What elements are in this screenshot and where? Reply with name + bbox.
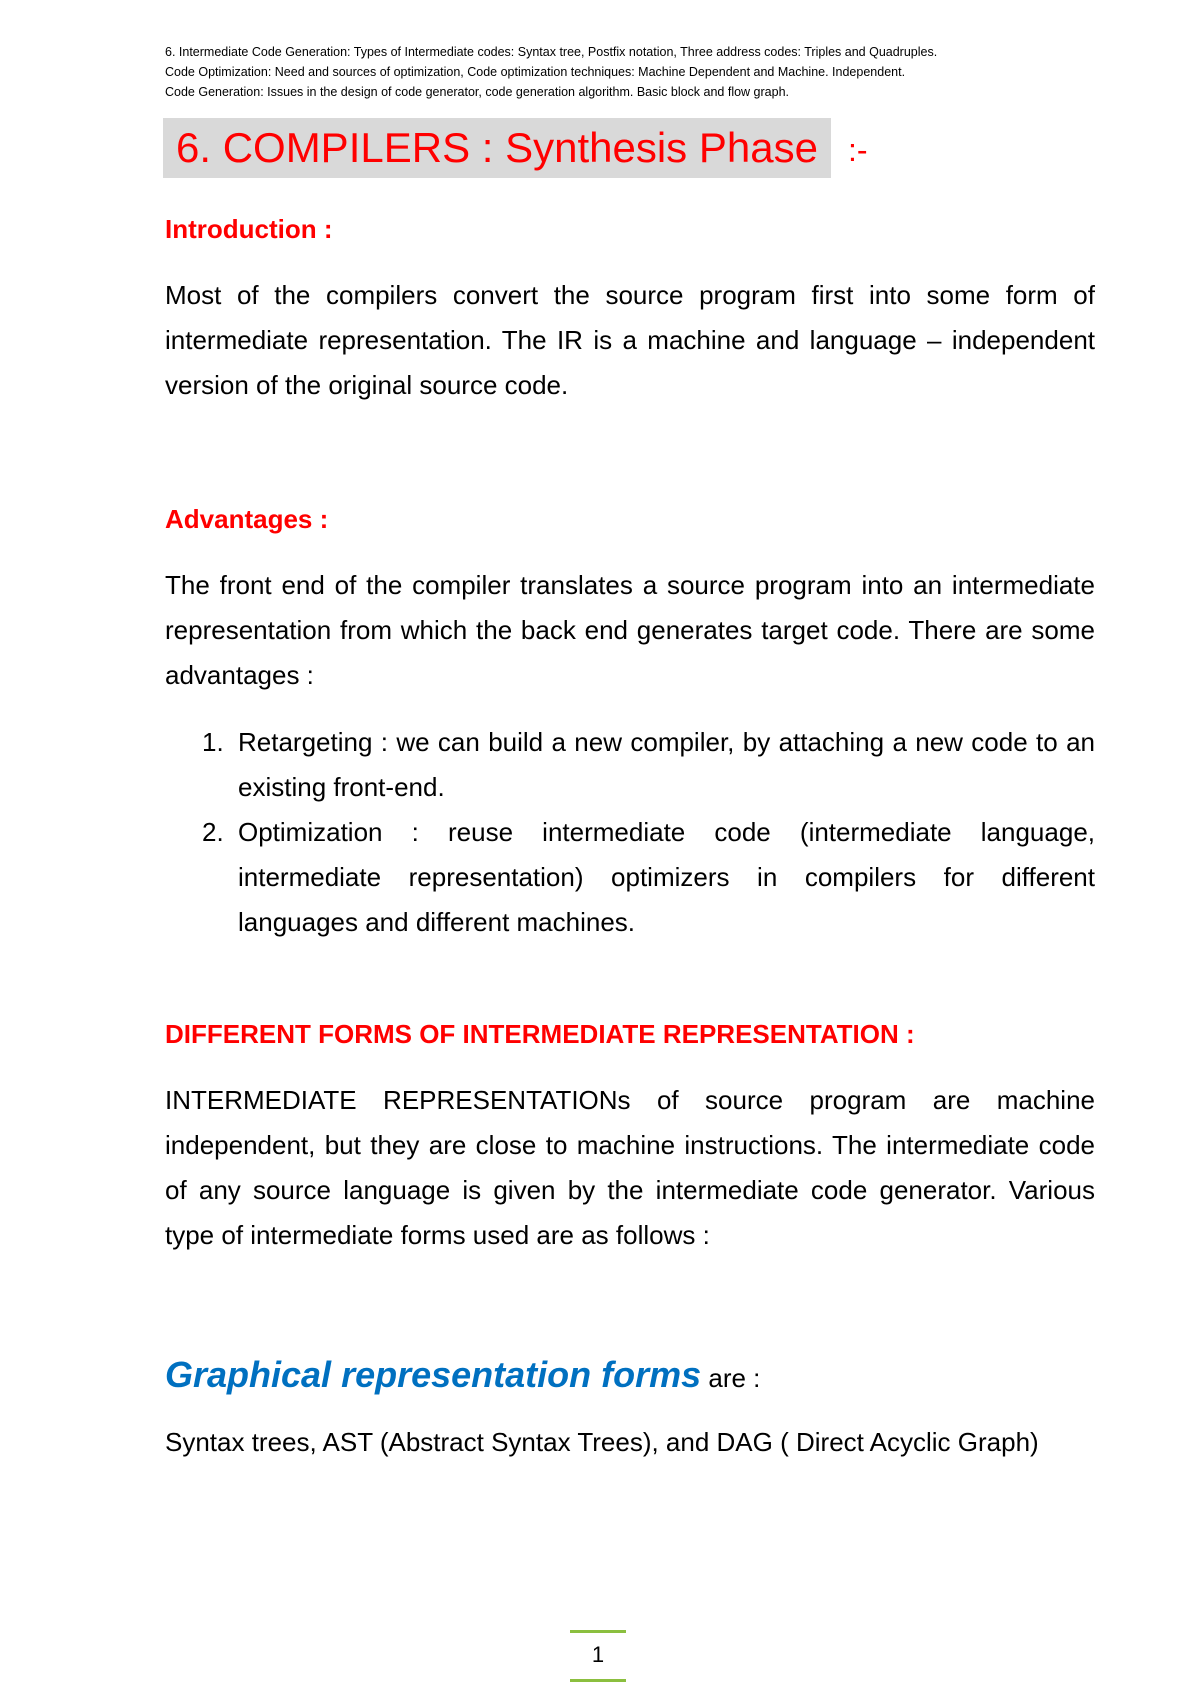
- list-item-number: 2.: [202, 817, 224, 847]
- forms-heading: DIFFERENT FORMS OF INTERMEDIATE REPRESENTATION :: [165, 1019, 915, 1049]
- list-item: [165, 720, 1095, 810]
- syllabus-line-1: 6. Intermediate Code Generation: Types of Intermediate codes: Syntax tree, Postfix notation, Three address codes: Triples and Quadruples.: [165, 45, 938, 59]
- page-title-suffix: :-: [848, 132, 868, 168]
- list-item-text: Optimization : reuse intermediate code (intermediate language, intermediate representation) optimizers in compilers for different languages and different machines.: [238, 817, 1095, 937]
- syllabus-header: [165, 42, 1095, 102]
- list-item-text: Retargeting : we can build a new compiler, by attaching a new code to an existing front-end.: [238, 727, 1095, 802]
- list-item-number: 1.: [202, 727, 224, 757]
- syllabus-line-3: Code Generation: Issues in the design of code generator, code generation algorithm. Basic block and flow graph.: [165, 85, 789, 99]
- advantages-heading: Advantages :: [165, 504, 329, 534]
- graphical-body: Syntax trees, AST (Abstract Syntax Trees), and DAG ( Direct Acyclic Graph): [165, 1427, 1039, 1457]
- graphical-heading-suffix: are :: [701, 1363, 761, 1393]
- page-number: 1: [591, 1642, 605, 1667]
- list-item: [165, 810, 1095, 945]
- footer-rule-top: [570, 1630, 626, 1633]
- page-title: 6. COMPILERS : Synthesis Phase: [176, 124, 818, 171]
- advantages-list: [165, 720, 1095, 945]
- syllabus-line-2: Code Optimization: Need and sources of optimization, Code optimization techniques: Machine Dependent and Machine. Independent.: [165, 65, 906, 79]
- page-number-footer: [570, 1630, 626, 1682]
- graphical-heading-title: Graphical representation forms: [165, 1354, 702, 1395]
- introduction-heading: Introduction :: [165, 214, 333, 244]
- graphical-heading: [165, 1350, 760, 1403]
- advantages-body: The front end of the compiler translates a source program into an intermediate representation from which the back end generates target code. There are some advantages :: [165, 570, 1095, 690]
- footer-rule-bottom: [570, 1679, 626, 1682]
- forms-body: INTERMEDIATE REPRESENTATIONs of source program are machine independent, but they are close to machine instructions. The intermediate code of any source language is given by the intermediate code generator. Various type of intermediate forms used are as follows :: [165, 1085, 1095, 1250]
- introduction-body: Most of the compilers convert the source program first into some form of intermediate representation. The IR is a machine and language – independent version of the original source code.: [165, 280, 1095, 400]
